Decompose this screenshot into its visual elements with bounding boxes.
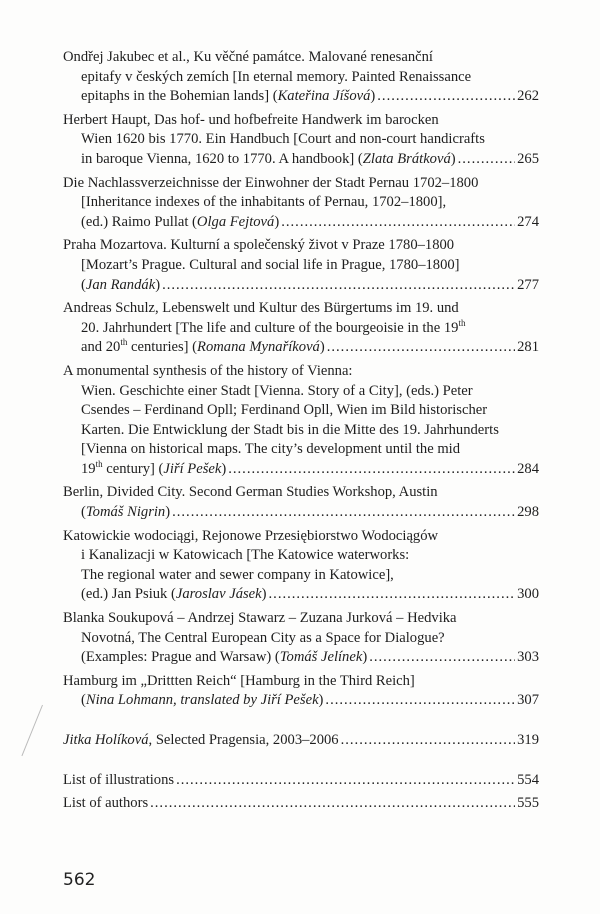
pencil-mark: [21, 705, 43, 756]
page-ref: 277: [517, 276, 539, 293]
entry-line: [63, 48, 539, 68]
entry-line: [63, 319, 539, 339]
author-name: Olga Fejtová: [196, 213, 275, 230]
entry-text: i Kanalizacji w Katowicach [The Katowice waterworks:: [81, 547, 410, 564]
author-name: Tomáš Jelínek: [279, 649, 363, 666]
dot-leader: [377, 87, 515, 107]
superscript: th: [120, 337, 128, 348]
line-text: [63, 363, 352, 379]
entry-text: ): [274, 213, 280, 230]
line-text: [81, 630, 445, 646]
entry-text: Herbert Haupt, Das hof- und hofbefreite Handwerk im barocken: [63, 111, 439, 128]
entry-text: Die Nachlassverzeichnisse der Einwohner der Stadt Pernau 1702–1800: [63, 174, 479, 191]
entry-text: ): [221, 460, 227, 477]
entry-line: [63, 401, 539, 421]
toc-section-entry: [63, 731, 539, 751]
line-text: [63, 731, 339, 751]
line-text: [81, 69, 471, 85]
toc-entry: [63, 48, 539, 107]
entry-text: and 20: [81, 339, 121, 356]
line-text: [63, 112, 439, 128]
dot-leader: [281, 213, 515, 233]
line-text: [81, 648, 367, 668]
entry-line: [63, 503, 539, 523]
entry-line: [63, 629, 539, 649]
entry-text: (: [81, 276, 86, 293]
entry-line: [63, 299, 539, 319]
entry-line: [63, 111, 539, 131]
entry-text: [Vienna on historical maps. The city’s development until the mid: [81, 441, 461, 458]
entry-line: [63, 460, 539, 480]
dot-leader: [150, 794, 515, 814]
toc-entry: [63, 362, 539, 480]
line-text: [81, 257, 460, 273]
entry-text: [Inheritance indexes of the inhabitants of Pernau, 1702–1800],: [81, 194, 447, 211]
entry-line: [63, 648, 539, 668]
line-text: [81, 585, 267, 605]
superscript: th: [458, 317, 466, 328]
page-ref: 281: [517, 339, 539, 356]
entry-text: (: [81, 504, 86, 521]
page-ref: 303: [517, 649, 539, 666]
entry-line: [63, 68, 539, 88]
entry-line: [63, 193, 539, 213]
author-name: Jiří Pešek: [163, 460, 222, 477]
entry-text: epitafy v českých zemích [In eternal memory. Painted Renaissance: [81, 68, 472, 85]
entry-line: [63, 150, 539, 170]
entry-text: Karten. Die Entwicklung der Stadt bis in die Mitte des 19. Jahrhunderts: [81, 421, 499, 438]
entry-line: [63, 236, 539, 256]
dot-leader: [176, 771, 515, 791]
entry-text: Katowickie wodociągi, Rejonowe Przesiębiorstwo Wodociągów: [63, 527, 439, 544]
entry-text: Csendes – Ferdinand Opll; Ferdinand Opll, Wien im Bild historischer: [81, 402, 488, 419]
entry-text: ): [155, 276, 161, 293]
entry-line: [63, 276, 539, 296]
table-of-contents: [63, 48, 539, 818]
entry-text: ): [165, 504, 171, 521]
entry-text: List of illustrations: [63, 771, 175, 788]
dot-leader: [325, 691, 515, 711]
entry-line: [63, 213, 539, 233]
line-text: [81, 460, 226, 480]
entry-line: [63, 546, 539, 566]
toc-list-entry: [63, 794, 539, 814]
page-ref: 555: [517, 795, 539, 812]
line-text: [81, 503, 170, 523]
page-ref: 284: [517, 460, 539, 477]
entry-text: The regional water and sewer company in Katowice],: [81, 566, 394, 583]
page-number: 562: [63, 870, 96, 890]
line-text: [81, 213, 279, 233]
entry-line: [63, 87, 539, 107]
superscript: th: [95, 458, 103, 469]
toc-entry: [63, 527, 539, 605]
page-ref: 319: [517, 732, 539, 748]
line-text: [81, 150, 456, 170]
spacer: [63, 755, 539, 771]
toc-entry: [63, 299, 539, 358]
entry-text: in baroque Vienna, 1620 to 1770. A handbook] (: [81, 150, 363, 167]
line-text: [81, 567, 394, 583]
entry-text: Blanka Soukupová – Andrzej Stawarz – Zuzana Jurková – Hedvika: [63, 610, 457, 627]
entry-text: ): [319, 339, 325, 356]
entry-text: Wien. Geschichte einer Stadt [Vienna. Story of a City], (eds.) Peter: [81, 382, 473, 399]
line-text: [63, 610, 457, 626]
entry-text: ): [370, 88, 376, 105]
line-text: [63, 528, 438, 544]
line-text: [63, 175, 478, 191]
entry-text: 20. Jahrhundert [The life and culture of the bourgeoisie in the 19: [81, 319, 459, 336]
line-text: [81, 276, 160, 296]
entry-text: Hamburg im „Drittten Reich“ [Hamburg in the Third Reich]: [63, 672, 415, 689]
entry-text: (ed.) Raimo Pullat (: [81, 213, 197, 230]
dot-leader: [327, 338, 515, 358]
entry-line: [63, 691, 539, 711]
entry-line: [63, 483, 539, 503]
page-ref: 307: [517, 692, 539, 709]
entry-text: 19: [81, 460, 96, 477]
entry-line: [63, 731, 539, 751]
entry-text: epitaphs in the Bohemian lands] (: [81, 88, 278, 105]
entry-line: [63, 130, 539, 150]
entry-text: List of authors: [63, 795, 149, 812]
entry-text: ): [450, 150, 456, 167]
entry-text: (Examples: Prague and Warsaw) (: [81, 649, 280, 666]
entry-line: [63, 256, 539, 276]
page-ref: 298: [517, 504, 539, 521]
author-name: Jaroslav Jásek: [175, 586, 262, 603]
entry-line: [63, 609, 539, 629]
line-text: [81, 547, 409, 563]
entry-line: [63, 174, 539, 194]
entry-line: [63, 771, 539, 791]
entry-text: (ed.) Jan Psiuk (: [81, 586, 176, 603]
toc-entry: [63, 672, 539, 711]
author-name: Kateřina Jíšová: [277, 88, 371, 105]
dot-leader: [162, 276, 515, 296]
entry-line: [63, 566, 539, 586]
author-name: Nina Lohmann, translated by Jiří Pešek: [85, 692, 319, 709]
entry-line: [63, 794, 539, 814]
entry-line: [63, 421, 539, 441]
dot-leader: [369, 648, 515, 668]
spacer: [63, 715, 539, 731]
entry-text: [Mozart’s Prague. Cultural and social life in Prague, 1780–1800]: [81, 256, 460, 273]
line-text: [63, 237, 454, 253]
entry-text: ): [362, 649, 368, 666]
author-name: Jitka Holíková: [63, 732, 149, 748]
page-ref: 300: [517, 586, 539, 603]
toc-entry: [63, 111, 539, 170]
entry-text: Wien 1620 bis 1770. Ein Handbuch [Court and non-court handicrafts: [81, 131, 485, 148]
dot-leader: [172, 503, 515, 523]
entry-text: Praha Mozartova. Kulturní a společenský život v Praze 1780–1800: [63, 237, 455, 254]
entry-text: centuries] (: [127, 339, 198, 356]
author-name: Romana Mynaříková: [197, 339, 320, 356]
line-text: [81, 383, 473, 399]
line-text: [81, 317, 466, 336]
page-ref: 265: [517, 150, 539, 167]
entry-text: Ondřej Jakubec et al., Ku věčné památce. Malované renesanční: [63, 49, 433, 65]
dot-leader: [269, 585, 516, 605]
line-text: [63, 794, 148, 814]
toc-entry: [63, 174, 539, 233]
entry-line: [63, 440, 539, 460]
line-text: [81, 441, 460, 457]
toc-entry: [63, 236, 539, 295]
line-text: [81, 194, 446, 210]
entry-text: century] (: [102, 460, 164, 477]
author-name: Jan Randák: [85, 276, 156, 293]
entry-text: ): [318, 692, 324, 709]
entry-line: [63, 382, 539, 402]
dot-leader: [458, 150, 515, 170]
entry-line: [63, 338, 539, 358]
dot-leader: [341, 731, 516, 751]
page-ref: 274: [517, 213, 539, 230]
page-ref: 262: [517, 88, 539, 105]
dot-leader: [228, 460, 515, 480]
line-text: [81, 87, 375, 107]
line-text: [81, 402, 487, 418]
line-text: [63, 673, 415, 689]
entry-text: A monumental synthesis of the history of Vienna:: [63, 362, 353, 379]
author-name: Tomáš Nigrin: [85, 504, 166, 521]
line-text: [63, 771, 174, 791]
entry-text: ): [261, 586, 267, 603]
entry-text: , Selected Pragensia, 2003–2006: [148, 732, 339, 748]
toc-entry: [63, 609, 539, 668]
entry-line: [63, 672, 539, 692]
toc-entry: [63, 483, 539, 522]
entry-text: (: [81, 692, 86, 709]
line-text: [81, 338, 325, 358]
line-text: [81, 691, 323, 711]
author-name: Zlata Brátková: [362, 150, 451, 167]
line-text: [63, 300, 459, 316]
page-ref: 554: [517, 771, 539, 788]
entry-text: Berlin, Divided City. Second German Studies Workshop, Austin: [63, 484, 438, 501]
entry-text: Novotná, The Central European City as a Space for Dialogue?: [81, 629, 445, 646]
line-text: [81, 131, 485, 147]
entry-text: Andreas Schulz, Lebenswelt und Kultur des Bürgertums im 19. und: [63, 300, 459, 317]
line-text: [81, 422, 499, 438]
entry-line: [63, 585, 539, 605]
toc-list-entry: [63, 771, 539, 791]
entry-line: [63, 527, 539, 547]
line-text: [63, 49, 433, 65]
entry-line: [63, 362, 539, 382]
line-text: [63, 484, 438, 500]
